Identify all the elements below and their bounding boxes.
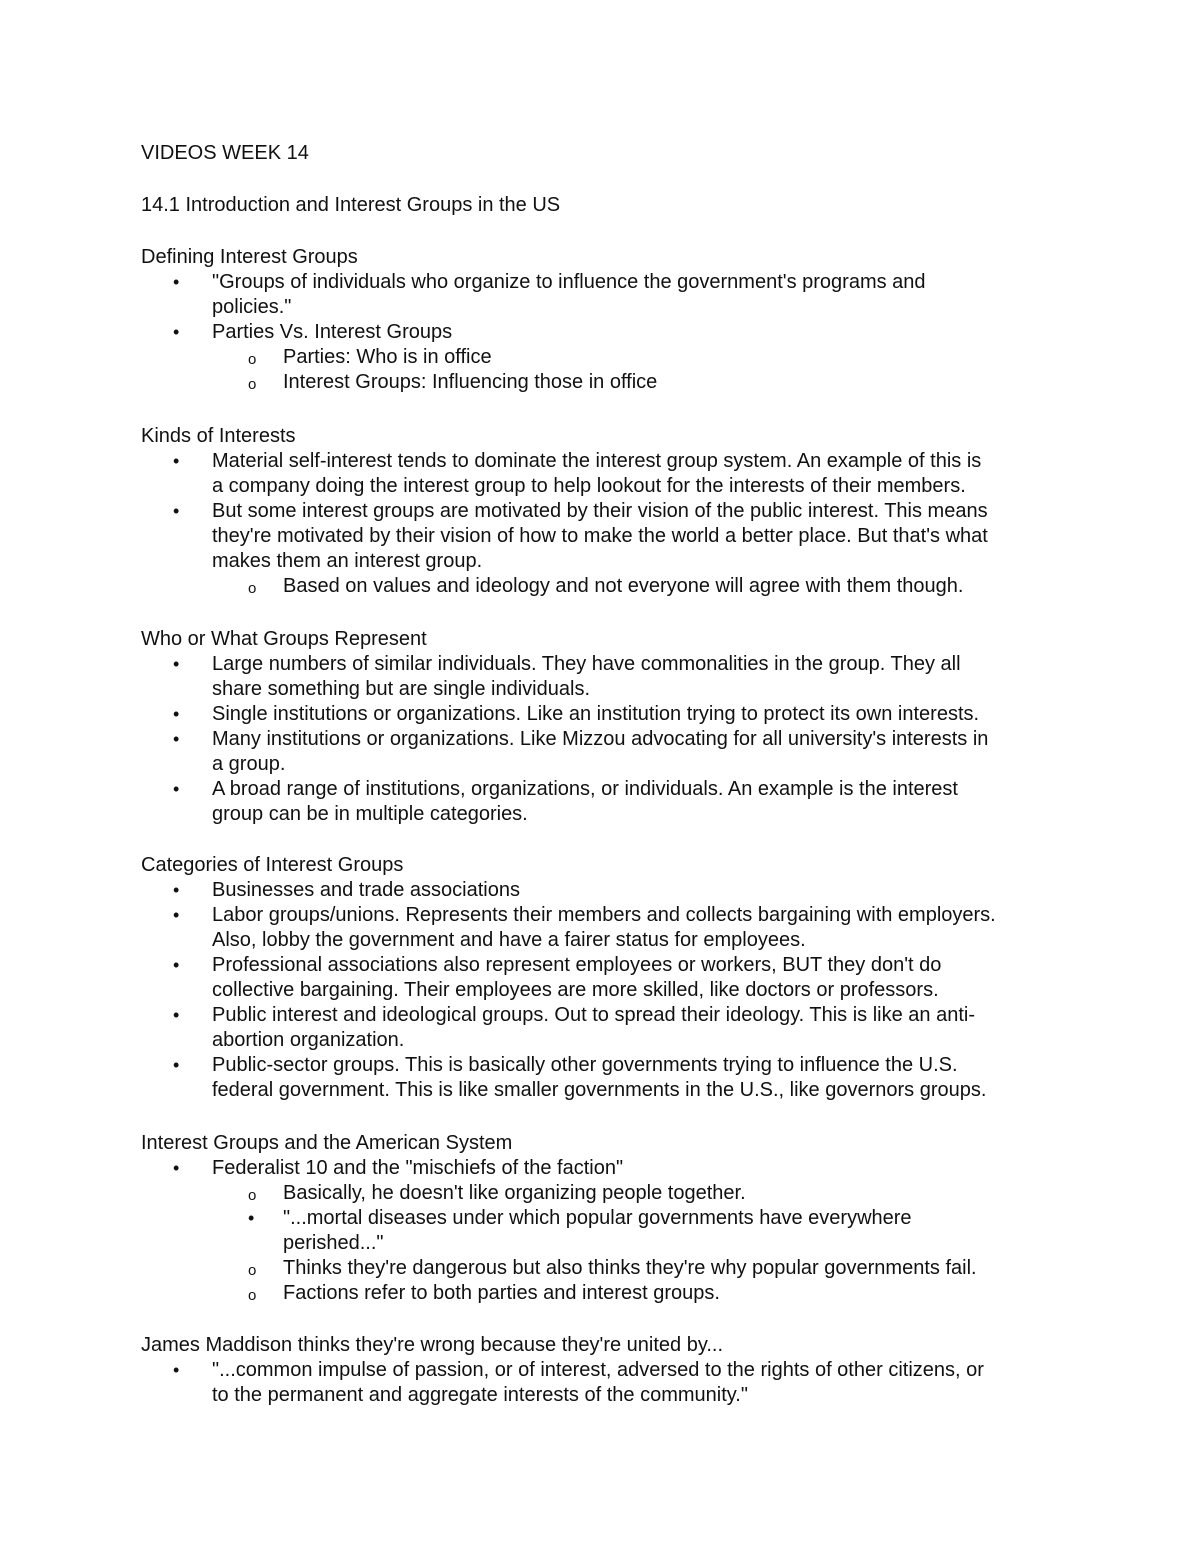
section-heading-madison: James Maddison thinks they're wrong because they're united by... [141, 1334, 724, 1356]
bullet-icon: • [173, 272, 180, 292]
list-item: • A broad range of institutions, organizations, or individuals. An example is the interest group can be in multiple categories. [173, 778, 958, 825]
bullet-icon: • [173, 955, 180, 975]
list-item: • But some interest groups are motivated by their vision of the public interest. This means they're motivated by their vision of how to make the world a better place. But that's what makes them an interest group. [173, 500, 988, 572]
sub-list-item: o Based on values and ideology and not everyone will agree with them though. [141, 574, 1071, 599]
madison-list [141, 1358, 1071, 1408]
list-item: • Material self-interest tends to dominate the interest group system. An example of this is a company doing the interest group to help lookout for the interests of their members. [173, 450, 982, 497]
sub-list-item: o Factions refer to both parties and interest groups. [141, 1281, 1071, 1306]
sub-bullet-icon: o [248, 1187, 257, 1204]
document-body [141, 141, 1071, 1408]
bullet-icon: • [173, 1005, 180, 1025]
section-heading-represent: Who or What Groups Represent [141, 628, 427, 650]
bullet-icon: • [173, 880, 180, 900]
list-item: • Single institutions or organizations. Like an institution trying to protect its own interests. [173, 703, 980, 725]
list-item: • "...common impulse of passion, or of interest, adversed to the rights of other citizens, or to the permanent and aggregate interests of the community." [173, 1359, 984, 1406]
list-item: • Many institutions or organizations. Like Mizzou advocating for all university's interests in a group. [173, 728, 989, 775]
list-item: • Labor groups/unions. Represents their members and collects bargaining with employers. Also, lobby the government and have a fairer status for employees. [173, 904, 996, 951]
list-item: • Businesses and trade associations [173, 879, 520, 901]
bullet-icon: • [173, 779, 180, 799]
bullet-icon: • [248, 1208, 255, 1228]
sub-list-item: • "...mortal diseases under which popular governments have everywhere perished..." [248, 1207, 912, 1254]
bullet-icon: • [173, 451, 180, 471]
section-heading-categories: Categories of Interest Groups [141, 854, 404, 876]
bullet-icon: • [173, 1055, 180, 1075]
sub-bullet-icon: o [248, 580, 257, 597]
section-subtitle: 14.1 Introduction and Interest Groups in the US [141, 194, 561, 216]
list-item: • Large numbers of similar individuals. They have commonalities in the group. They all share something but are single individuals. [173, 653, 961, 700]
bullet-icon: • [173, 1158, 180, 1178]
bullet-icon: • [173, 905, 180, 925]
section-heading-american: Interest Groups and the American System [141, 1132, 513, 1154]
bullet-icon: • [173, 1360, 180, 1380]
sub-list-item: o Basically, he doesn't like organizing people together. [141, 1181, 1071, 1206]
list-item: • Federalist 10 and the "mischiefs of the faction" [173, 1157, 624, 1179]
list-item: • Public interest and ideological groups. Out to spread their ideology. This is like an anti- abortion organization. [173, 1004, 976, 1051]
defining-list [141, 270, 1071, 395]
bullet-icon: • [173, 729, 180, 749]
sub-bullet-icon: o [248, 351, 257, 368]
american-list [141, 1156, 1071, 1306]
sub-list-item: o Parties: Who is in office [141, 345, 1071, 370]
sub-bullet-icon: o [248, 1262, 257, 1279]
bullet-icon: • [173, 704, 180, 724]
bullet-icon: • [173, 322, 180, 342]
list-item: • Professional associations also represent employees or workers, BUT they don't do collective bargaining. Their employees are more skilled, like doctors or professors. [173, 954, 942, 1001]
list-item: • Parties Vs. Interest Groups [173, 321, 453, 343]
list-item: • "Groups of individuals who organize to influence the government's programs and policies." [173, 271, 926, 318]
sub-list-item: o Interest Groups: Influencing those in office [141, 370, 1071, 395]
categories-list [141, 878, 1071, 1103]
bullet-icon: • [173, 654, 180, 674]
section-heading-defining: Defining Interest Groups [141, 246, 358, 268]
sub-bullet-icon: o [248, 376, 257, 393]
represent-list [141, 652, 1071, 827]
sub-bullet-icon: o [248, 1287, 257, 1304]
list-item: • Public-sector groups. This is basically other governments trying to influence the U.S. federal government. This is like smaller governments in the U.S., like governors groups. [173, 1054, 987, 1101]
document-title: VIDEOS WEEK 14 [141, 142, 309, 164]
kinds-list [141, 449, 1071, 599]
bullet-icon: • [173, 501, 180, 521]
section-heading-kinds: Kinds of Interests [141, 425, 296, 447]
sub-list-item: o Thinks they're dangerous but also thinks they're why popular governments fail. [141, 1256, 1071, 1281]
